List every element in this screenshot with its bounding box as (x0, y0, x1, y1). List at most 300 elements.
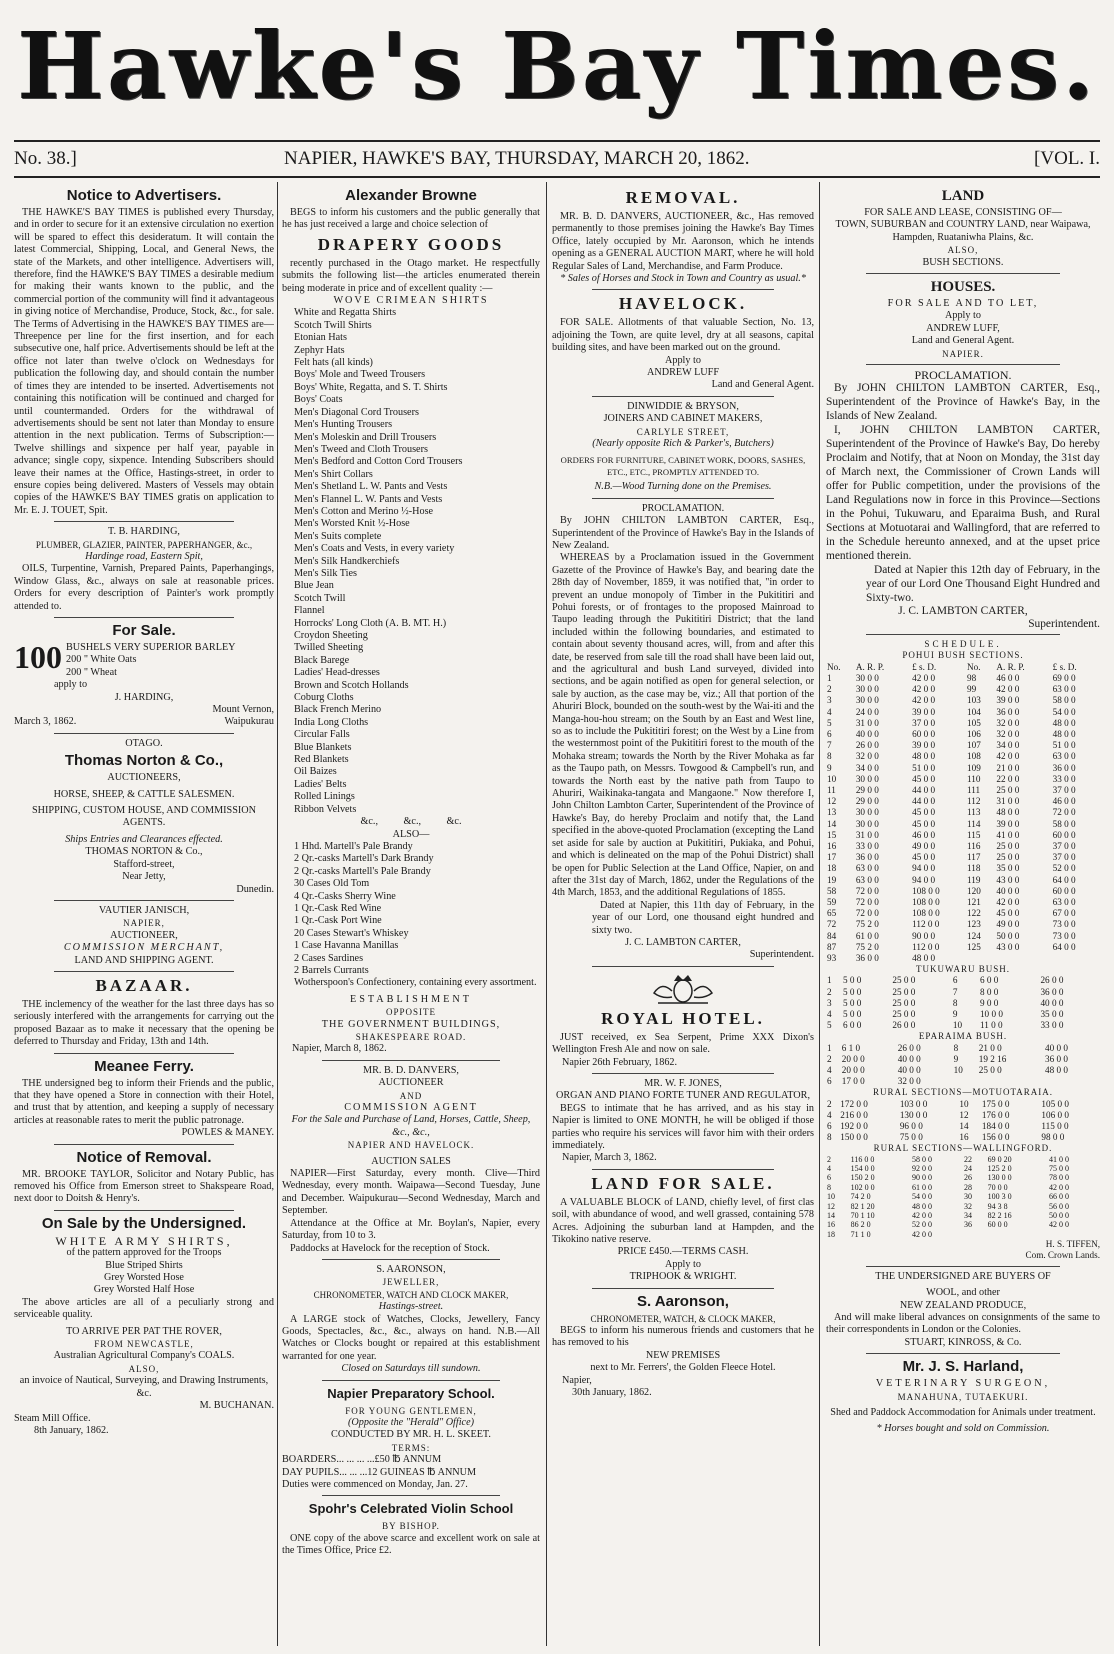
table-row (826, 1192, 1100, 1201)
divider (592, 1288, 774, 1289)
table-cell: 60 0 0 (912, 728, 936, 739)
table-cell: 75 0 0 (899, 1132, 923, 1143)
drapery-list (294, 307, 540, 816)
schedule-heading: SCHEDULE. (924, 639, 1002, 650)
table-cell: 70 0 0 (987, 1182, 1008, 1192)
aaronson-line: Hastings-street. (378, 1301, 444, 1313)
table-cell: 35 0 0 (1040, 1008, 1064, 1019)
table-cell: 2 (827, 684, 832, 695)
table-cell: 25 0 0 (892, 986, 916, 997)
list-item: Red Blankets (294, 754, 349, 766)
table-row (826, 1230, 1100, 1239)
table-cell: 4 (827, 1109, 832, 1120)
govt-line: THE GOVERNMENT BUILDINGS, (321, 1018, 501, 1030)
divider (54, 521, 234, 522)
table-cell: 42 0 0 (1048, 1220, 1069, 1230)
on-sale-line: FROM NEWCASTLE, (94, 1339, 194, 1350)
divider (866, 634, 1060, 635)
table-cell: 100 3 0 (987, 1192, 1012, 1202)
column-2 (282, 185, 540, 1645)
royal-hotel-date: Napier 26th February, 1862. (562, 1056, 678, 1068)
table-cell: 22 0 0 (996, 773, 1020, 784)
list-item: 20 Cases Stewart's Whiskey (294, 927, 409, 939)
havelock-text: FOR SALE. Allotments of that valuable Section, No. 13, adjoining the Town, are quite level, dry at all seasons, capital building sites, and have been marked out on the ground. (552, 317, 814, 354)
list-item: 4 Qr.-Casks Sherry Wine (294, 890, 396, 902)
meanee-heading: Meanee Ferry. (94, 1057, 194, 1075)
spohr-text: ONE copy of the above scarce and excellent work on sale at the Times Office, Price £2. (282, 1532, 540, 1557)
table-cell: 40 0 0 (1044, 1042, 1068, 1053)
table-row (826, 707, 1100, 718)
table-row (826, 1020, 1100, 1031)
table-cell: 42 0 0 (912, 672, 936, 683)
table-cell: 20 0 0 (841, 1053, 865, 1064)
land-sale-apply: Apply to (665, 1258, 701, 1270)
table-row (826, 1132, 1100, 1143)
table-cell: 25 0 0 (996, 840, 1020, 851)
for-sale-name: J. HARDING, (114, 691, 174, 703)
table-row (826, 718, 1100, 729)
table-cell: 42 0 0 (912, 1229, 933, 1239)
table-cell: 41 0 0 (1048, 1154, 1069, 1164)
table-cell: 102 0 0 (850, 1182, 875, 1192)
list-item: Etonian Hats (294, 332, 347, 344)
table-cell: 5 0 0 (842, 1008, 862, 1019)
table-cell: 12 (959, 1109, 969, 1120)
land-sale-name: TRIPHOOK & WRIGHT. (629, 1271, 737, 1283)
list-item: Oil Baizes (294, 766, 337, 778)
table-cell: 61 0 0 (855, 930, 879, 941)
table-cell: 73 0 0 (1052, 930, 1076, 941)
table-cell: 106 (967, 728, 981, 739)
table-cell: 176 0 0 (981, 1109, 1010, 1120)
divider (54, 1210, 234, 1211)
table-cell: 74 2 0 (850, 1192, 871, 1202)
table-row (826, 1110, 1100, 1121)
table-cell: 56 0 0 (1048, 1201, 1069, 1211)
table-cell: 184 0 0 (981, 1121, 1010, 1132)
land-sale-price: PRICE £450.—TERMS CASH. (617, 1246, 749, 1258)
list-item: Twilled Sheeting (294, 642, 364, 654)
proclamation-role: Superintendent. (749, 949, 814, 961)
houses-line: FOR SALE AND TO LET, (887, 298, 1039, 310)
table-cell: 36 0 0 (855, 852, 879, 863)
table-cell: 63 0 0 (855, 874, 879, 885)
table-cell: 120 (967, 885, 981, 896)
divider (54, 900, 234, 901)
table-cell: 37 0 0 (912, 717, 936, 728)
list-item: Coburg Cloths (294, 692, 354, 704)
schedule-table-motuotaraia (826, 1099, 1100, 1144)
for-sale-heading: For Sale. (112, 622, 176, 639)
table-cell: 34 0 0 (855, 762, 879, 773)
table-cell: 2 (827, 1098, 832, 1109)
removal-heading: Notice of Removal. (76, 1148, 212, 1166)
table-cell: 93 (827, 952, 837, 963)
table-cell: 5 0 0 (842, 986, 862, 997)
table-cell: 30 0 0 (855, 672, 879, 683)
list-item: 2 Barrels Currants (294, 964, 369, 976)
list-item: Boys' White, Regatta, and S. T. Shirts (294, 381, 448, 393)
danvers-line: COMMISSION AGENT (344, 1102, 478, 1114)
table-cell: 10 0 0 (979, 1008, 1003, 1019)
table-cell: 45 0 0 (912, 773, 936, 784)
schedule-header-cell: No. (827, 661, 841, 672)
table-cell: 7 (952, 986, 958, 997)
table-row (826, 673, 1100, 684)
table-row (826, 751, 1100, 762)
table-cell: 108 (967, 751, 981, 762)
table-cell: 10 (827, 1192, 835, 1202)
table-cell: 65 (827, 908, 837, 919)
table-cell: 42 0 0 (996, 896, 1020, 907)
table-cell: 25 0 0 (892, 997, 916, 1008)
table-cell: 10 (959, 1098, 969, 1109)
houses-heading: HOUSES. (930, 279, 996, 296)
list-item: Scotch Twill Shirts (294, 319, 372, 331)
table-cell: 39 0 0 (912, 706, 936, 717)
table-cell: 104 (967, 706, 981, 717)
table-cell: 42 0 0 (996, 684, 1020, 695)
land-sale-heading: LAND FOR SALE. (591, 1173, 775, 1193)
school-line: BOARDERS... ... ... ...£50 ℔ ANNUM (282, 1454, 442, 1466)
table-cell: 103 (967, 695, 981, 706)
table-row (826, 942, 1100, 953)
table-row (826, 931, 1100, 942)
havelock-line: ANDREW LUFF (647, 367, 719, 379)
table-cell: 94 0 0 (912, 874, 936, 885)
table-cell: 42 0 0 (912, 695, 936, 706)
napier-date: Napier, March 8, 1862. (292, 1043, 387, 1055)
on-sale-line: ALSO, (128, 1363, 160, 1374)
divider (866, 1353, 1060, 1354)
table-row (826, 953, 1100, 964)
school-heading: Napier Preparatory School. (327, 1385, 495, 1401)
list-item: Ladies' Head-dresses (294, 667, 380, 679)
table-cell: 6 (952, 975, 958, 986)
table-cell: 8 (953, 1042, 959, 1053)
for-sale-line: BUSHELS VERY SUPERIOR BARLEY (66, 642, 236, 653)
table-cell: 117 (967, 852, 981, 863)
table-cell: 16 (959, 1132, 969, 1143)
vautier-line: AUCTIONEER, (110, 929, 178, 941)
column-3 (552, 185, 814, 1645)
table-cell: 44 0 0 (912, 784, 936, 795)
table-cell: 43 0 0 (996, 874, 1020, 885)
table-cell (966, 953, 995, 964)
table-cell: 9 (827, 762, 832, 773)
table-cell: 15 (827, 829, 837, 840)
land-line: BUSH SECTIONS. (922, 256, 1004, 268)
table-cell: 26 0 0 (1040, 975, 1064, 986)
on-sale-line: Australian Agricultural Company's COALS. (53, 1350, 235, 1362)
column-1 (14, 185, 274, 1645)
table-cell: 43 0 0 (996, 941, 1020, 952)
norton-line: Ships Entries and Clearances effected. (65, 833, 223, 845)
royal-hotel-heading: ROYAL HOTEL. (601, 1008, 765, 1028)
table-cell: 30 0 0 (855, 818, 879, 829)
schedule-table-tukuwaru (826, 975, 1100, 1031)
table-cell: 58 (827, 885, 837, 896)
table-cell (953, 1076, 978, 1087)
table-cell: 112 (967, 796, 981, 807)
table-cell: 39 0 0 (996, 818, 1020, 829)
column-divider (546, 182, 547, 1646)
table-cell: 60 0 0 (1052, 885, 1076, 896)
vautier-line: NAPIER, (123, 918, 165, 929)
divider (592, 1169, 774, 1170)
aaronson-line: CHRONOMETER, WATCH AND CLOCK MAKER, (313, 1289, 509, 1300)
proclamation-heading: PROCLAMATION. (641, 502, 725, 514)
spohr-by: BY BISHOP. (382, 1521, 440, 1532)
on-sale-line: of the pattern approved for the Troops (66, 1247, 222, 1259)
divider (592, 289, 774, 290)
table-cell: 39 0 0 (912, 740, 936, 751)
danvers-line: AND (399, 1090, 423, 1101)
table-row (826, 1009, 1100, 1020)
land-line: FOR SALE AND LEASE, CONSISTING OF— (864, 207, 1062, 218)
establishment-line: ESTABLISHMENT (350, 993, 472, 1005)
list-item: Men's Flannel L. W. Pants and Vests (294, 493, 443, 505)
table-row (826, 785, 1100, 796)
list-item: Ladies' Belts (294, 778, 347, 790)
norton-line: Near Jetty, (122, 871, 166, 883)
table-cell: 49 0 0 (912, 840, 936, 851)
table-cell: 60 0 0 (1052, 829, 1076, 840)
table-cell: 5 0 0 (842, 975, 862, 986)
harland-line: MANAHUNA, TUTAEKURI. (897, 1391, 1029, 1402)
list-item: Zephyr Hats (294, 344, 345, 356)
buyers-text: And will make liberal advances on consignments of the same to their correspondents in London or the Colonies. (826, 1311, 1100, 1336)
for-sale-line: apply to (54, 679, 88, 691)
table-cell: 72 0 0 (855, 896, 879, 907)
table-cell: 37 0 0 (1052, 784, 1076, 795)
table-cell: 12 (827, 1201, 835, 1211)
table-cell: 72 0 0 (855, 885, 879, 896)
table-cell: 41 0 0 (996, 829, 1020, 840)
table-row (826, 975, 1100, 986)
table-cell: 48 0 0 (912, 1201, 933, 1211)
havelock-line: Land and General Agent. (711, 379, 814, 391)
schedule-header-row (826, 662, 1100, 673)
norton-line: AUCTIONEERS, (107, 772, 181, 784)
removal-note: * Sales of Horses and Stock in Town and Country as usual.* (560, 273, 806, 285)
table-cell: 9 (953, 1053, 959, 1064)
harland-line: Shed and Paddock Accommodation for Animals under treatment. (830, 1406, 1096, 1418)
table-cell: 14 (827, 818, 837, 829)
list-item: Scotch Twill (294, 592, 346, 604)
table-cell: 116 (967, 840, 981, 851)
schedule-subheading: RURAL SECTIONS—WALLINGFORD. (873, 1143, 1053, 1154)
table-cell: 150 2 0 (850, 1173, 875, 1183)
table-cell: 121 (967, 896, 981, 907)
list-item: 1 Qr.-Cask Red Wine (294, 902, 382, 914)
on-sale-line: Blue Striped Shirts (105, 1259, 183, 1271)
table-row (826, 796, 1100, 807)
schedule-role: Com. Crown Lands. (1025, 1250, 1100, 1261)
table-cell: 72 0 0 (855, 908, 879, 919)
table-cell: 6 (827, 1076, 832, 1087)
table-cell: 30 0 0 (855, 773, 879, 784)
divider (866, 364, 1060, 365)
table-cell: 108 0 0 (912, 908, 940, 919)
divider (322, 1259, 500, 1260)
buyers-line: NEW ZEALAND PRODUCE, (899, 1299, 1027, 1311)
aaronson-line: S. AARONSON, (376, 1263, 446, 1275)
table-cell: 115 (967, 829, 981, 840)
table-cell: 26 0 0 (855, 740, 879, 751)
list-item: 30 Cases Old Tom (294, 878, 370, 890)
table-row (826, 1076, 1100, 1087)
havelock-heading: HAVELOCK. (618, 294, 748, 314)
aaronson-text: A LARGE stock of Watches, Clocks, Jewellery, Fancy Goods, Spectacles, &c., &c., always on hand. N.B.—All Watches or Clocks bought or repaired at this establishment warranted for one year. (282, 1313, 540, 1362)
table-cell: 40 0 0 (996, 885, 1020, 896)
harland-line: VETERINARY SURGEON, (875, 1378, 1051, 1390)
houses-line: Land and General Agent. (911, 335, 1015, 347)
table-cell: 25 0 0 (892, 975, 916, 986)
table-cell: 36 0 0 (855, 952, 879, 963)
for-sale-town: Waipukurau (224, 716, 274, 728)
table-cell: 30 0 0 (855, 807, 879, 818)
danvers-line: AUCTIONEER (378, 1077, 444, 1089)
table-cell: 48 0 0 (996, 807, 1020, 818)
table-cell: 73 0 0 (1052, 919, 1076, 930)
list-item: Felt hats (all kinds) (294, 357, 373, 369)
table-cell: 123 (967, 919, 981, 930)
table-cell: 99 (967, 684, 977, 695)
table-cell: 72 0 0 (1052, 807, 1076, 818)
table-cell: 113 (967, 807, 981, 818)
column-divider (277, 182, 278, 1646)
table-cell: 31 0 0 (855, 717, 879, 728)
danvers-line: MR. B. D. DANVERS, (363, 1064, 459, 1076)
table-cell: 98 0 0 (1041, 1132, 1065, 1143)
masthead (0, 0, 1114, 140)
table-cell: 33 0 0 (1040, 1020, 1064, 1031)
also-label: ALSO— (392, 828, 430, 840)
aaronson-line: JEWELLER, (382, 1277, 440, 1288)
table-cell: 36 0 0 (1052, 762, 1076, 773)
column-divider (819, 182, 820, 1646)
table-cell: 72 (827, 919, 837, 930)
table-cell: 63 0 0 (1052, 751, 1076, 762)
table-row (826, 908, 1100, 919)
table-row (826, 695, 1100, 706)
list-item: Men's Coats and Vests, in every variety (294, 543, 455, 555)
table-cell: 5 (827, 1020, 832, 1031)
schedule-table-wallingford (826, 1155, 1100, 1240)
on-sale-line: M. BUCHANAN. (199, 1400, 274, 1412)
list-item: 1 Qr.-Cask Port Wine (294, 915, 382, 927)
table-cell: 37 0 0 (1052, 840, 1076, 851)
list-item: Men's Silk Ties (294, 567, 357, 579)
table-row (826, 740, 1100, 751)
harding-trade: PLUMBER, GLAZIER, PAINTER, PAPERHANGER, &c., (35, 539, 253, 550)
list-item: Men's Worsted Knit ½-Hose (294, 518, 410, 530)
table-cell: 71 1 0 (850, 1229, 871, 1239)
table-cell: 48 0 0 (912, 952, 936, 963)
jones-line: MR. W. F. JONES, (644, 1077, 722, 1089)
table-cell: 18 (827, 1229, 835, 1239)
schedule-subheading: TUKUWARU BUSH. (915, 964, 1010, 975)
table-cell: 32 0 0 (855, 751, 879, 762)
table-cell: 17 0 0 (841, 1076, 865, 1087)
list-item: Men's Suits complete (294, 530, 382, 542)
table-cell: 75 0 0 (1048, 1164, 1069, 1174)
aaronson-line: 30th January, 1862. (572, 1387, 652, 1399)
table-row (826, 1173, 1100, 1182)
table-cell: 63 0 0 (1052, 684, 1076, 695)
table-cell: 58 0 0 (912, 1154, 933, 1164)
royal-crest-icon (648, 971, 718, 1005)
norton-line: Stafford-street, (113, 858, 175, 870)
table-cell: 40 0 0 (897, 1053, 921, 1064)
table-cell: 4 (827, 706, 832, 717)
table-cell: 75 2 0 (855, 919, 879, 930)
table-cell: 10 (827, 773, 837, 784)
list-item: Horrocks' Long Cloth (A. B. MT. H.) (294, 617, 447, 629)
for-sale-block (14, 639, 274, 729)
table-cell: 25 0 0 (996, 784, 1020, 795)
column-4 (826, 185, 1100, 1645)
table-cell: 154 0 0 (850, 1164, 875, 1174)
table-cell: 6 (827, 1121, 832, 1132)
on-sale-line: WHITE ARMY SHIRTS, (55, 1233, 233, 1248)
table-cell: 58 0 0 (1052, 818, 1076, 829)
table-cell: 33 0 0 (855, 840, 879, 851)
table-cell: 9 (952, 1008, 958, 1019)
list-item: Ribbon Velvets (294, 803, 357, 815)
removal-text: MR. BROOKE TAYLOR, Solicitor and Notary Public, has removed his Office from Emerson street to Shakspeare Road, next door to Doitsh & Henry's. (14, 1168, 274, 1205)
dateline (14, 148, 1100, 174)
proclamation-signature: J. C. LAMBTON CARTER, (625, 936, 741, 948)
list-item: White and Regatta Shirts (294, 307, 397, 319)
otago-label: OTAGO. (125, 737, 163, 749)
removal-text: MR. B. D. DANVERS, AUCTIONEER, &c., Has removed permanently to those premises joining the Hawke's Bay Times Office, lately occupied by Mr. Aaronson, which he intends opening as a GENERAL AUCTION MART, where he will hold Regular Sales of Land, Merchandise, and Farm Produce. (552, 211, 814, 272)
schedule-header-cell: £ s. D. (912, 661, 937, 672)
auction-sales-heading: AUCTION SALES (371, 1155, 451, 1167)
table-cell: 64 0 0 (1052, 941, 1076, 952)
table-cell: 7 (827, 740, 832, 751)
proclamation-text: WHEREAS by a Proclamation issued in the Government Gazette of the Province of Hawke's Bay, and bearing date the 28th day of November, 1859, it was notified that, "in order to prevent an undue monopoly of Timber in the Pukititiri and Pohui forests, or of frontages to the proposed Mainroad to Taupo leading through the Pukititiri District; that the land included within the following boundaries, and estimated to contain about seventy thousand acres, will, from and after this date, be reserved from sale till the road shall have been laid out, and the agricultural and bush Land surveyed, divided into sections, and be again notified as open for general selection, or sale by auction, as the case may be, viz.; All that portion of the Ahuriri Block, bounded on the south-west by the Wai-iti and the Manga-hou-hou stream; on the South by an East and West line, so as to include the Pukititiri forest; on the West by a Line from the westernmost point of the Pukititiri forest to the mouth of the Mohaka stream; towards the North by the River Mohaka as far as the Taupo path, on Messrs. Towgood & Campbell's run, and towards the North east by the native path from Taupo to Ahuriri, Waikinaka-tangata and Mangaone." Now therefore I, John Chilton Lambton Carter, Superintendent of the Province of Hawke's Bay, do hereby Proclaim and notify that, the Land specified in the above-quoted Proclamation (excepting the Land set aside for sale by auction at Pukititiri, Pukiaka, and Pohui, and which is delineated on the map of the Pohui District) shall be open for Public Selection at the Land Office, Napier, on and after the 31st day of March, 1862, under the Regulations of the 4th March, 1853, and the additional Regulations of 1855. (552, 552, 814, 899)
table-cell: 28 (963, 1182, 972, 1192)
divider (866, 273, 1060, 274)
schedule-subheading: POHUI BUSH SECTIONS. (902, 650, 1024, 661)
table-cell: 86 2 0 (850, 1220, 871, 1230)
table-cell: 63 0 0 (855, 863, 879, 874)
royal-hotel-text: JUST received, ex Sea Serpent, Prime XXX Dixon's Wellington Fresh Ale and now on sale. (552, 1031, 814, 1056)
table-cell: 6 1 0 (841, 1042, 861, 1053)
table-cell: 34 0 0 (996, 740, 1020, 751)
divider (54, 971, 234, 972)
table-row (826, 1121, 1100, 1132)
table-cell: 42 0 0 (1048, 1182, 1069, 1192)
table-cell: 21 0 0 (996, 762, 1020, 773)
land-line: ALSO, (947, 245, 979, 256)
table-cell: 105 (967, 717, 981, 728)
dateline-rule (14, 176, 1100, 178)
table-cell: 12 (827, 796, 837, 807)
table-cell: 48 0 0 (1044, 1065, 1068, 1075)
table-cell: 14 (959, 1121, 969, 1132)
norton-line: THOMAS NORTON & Co., (85, 846, 203, 858)
table-cell: 2 (827, 986, 832, 997)
divider (592, 966, 774, 967)
schedule-header-cell: No. (967, 661, 981, 672)
table-row (826, 684, 1100, 695)
land-heading: LAND (941, 188, 985, 204)
vautier-line: COMMISSION MERCHANT, (63, 942, 225, 954)
table-cell: 30 (963, 1192, 972, 1202)
